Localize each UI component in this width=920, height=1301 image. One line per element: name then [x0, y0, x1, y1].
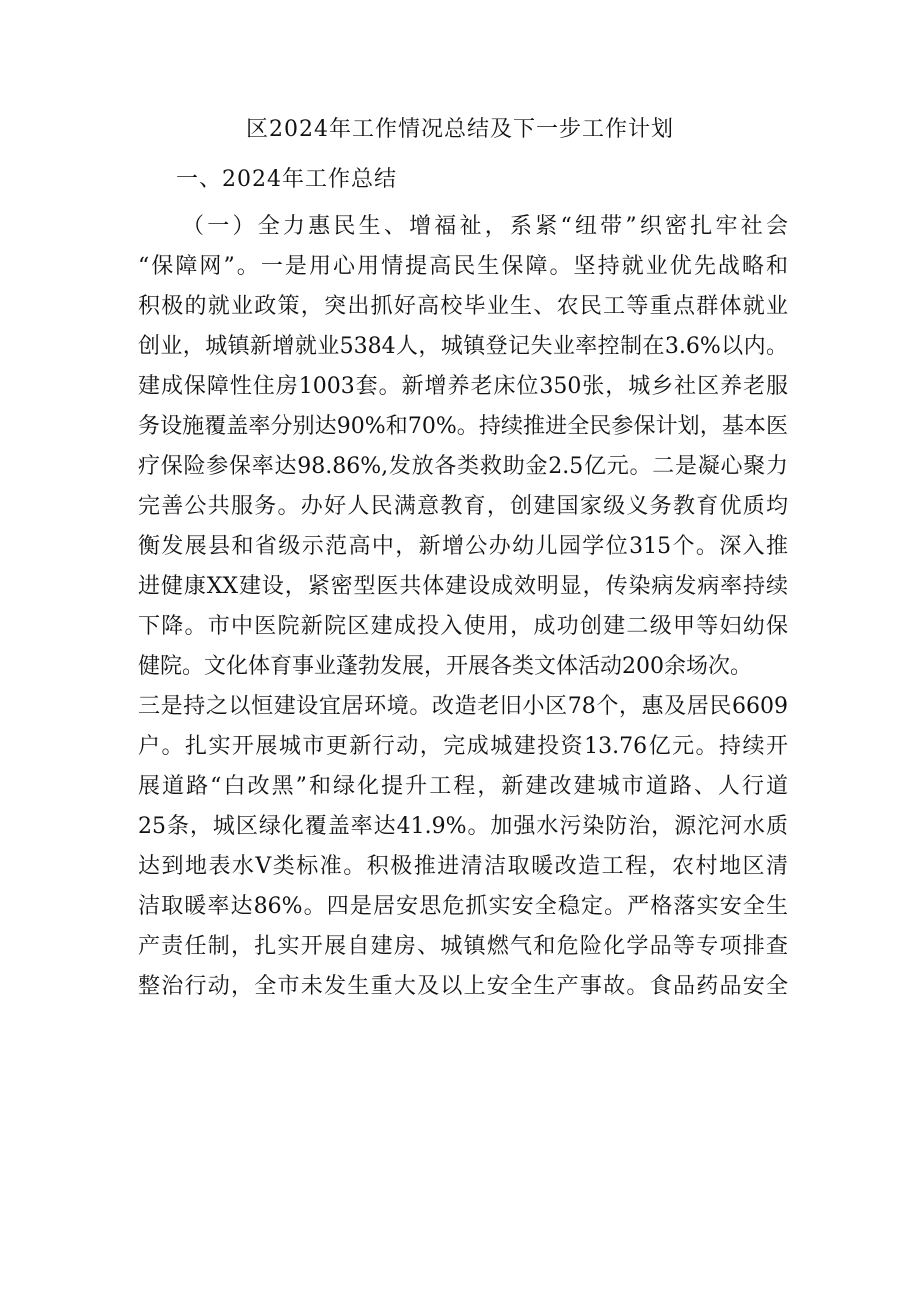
body-paragraph [138, 207, 788, 1007]
paragraph-line: “保障网”。一是用心用情提高民生保障。坚持就业优先战略和 [138, 254, 788, 279]
paragraph-line: 务设施覆盖率分别达90%和70%。持续推进全民参保计划，基本医 [138, 414, 788, 439]
paragraph-line: （一）全力惠民生、增福祉，系紧“纽带”织密扎牢社会 [182, 214, 788, 239]
paragraph-line: 积极的就业政策，突出抓好高校毕业生、农民工等重点群体就业 [138, 294, 788, 319]
paragraph-line: 整治行动，全市未发生重大及以上安全生产事故。食品药品安全 [138, 974, 788, 999]
paragraph-line: 疗保险参保率达98.86%,发放各类救助金2.5亿元。二是凝心聚力 [138, 454, 788, 479]
paragraph-line: 健院。文化体育事业蓬勃发展，开展各类文体活动200余场次。 [138, 654, 752, 679]
paragraph-line: 洁取暖率达86%。四是居安思危抓实安全稳定。严格落实安全生 [138, 894, 788, 919]
paragraph-line: 户。扎实开展城市更新行动，完成城建投资13.76亿元。持续开 [138, 734, 788, 759]
paragraph-line: 产责任制，扎实开展自建房、城镇燃气和危险化学品等专项排查 [138, 934, 788, 959]
paragraph-line: 达到地表水V类标准。积极推进清洁取暖改造工程，农村地区清 [138, 854, 788, 879]
paragraph-line: 展道路“白改黑”和绿化提升工程，新建改建城市道路、人行道 [138, 774, 788, 799]
paragraph-line: 进健康XX建设，紧密型医共体建设成效明显，传染病发病率持续 [138, 574, 788, 599]
paragraph-line: 创业，城镇新增就业5384人，城镇登记失业率控制在3.6%以内。 [138, 334, 788, 359]
paragraph-line: 25条，城区绿化覆盖率达41.9%。加强水污染防治，源沱河水质 [138, 814, 788, 839]
paragraph-line: 三是持之以恒建设宜居环境。改造老旧小区78个，惠及居民6609 [138, 694, 788, 719]
paragraph-line: 建成保障性住房1003套。新增养老床位350张，城乡社区养老服 [138, 374, 788, 399]
section-heading: 一、2024年工作总结 [176, 167, 397, 192]
paragraph-line: 完善公共服务。办好人民满意教育，创建国家级义务教育优质均 [138, 494, 788, 519]
paragraph-line: 衡发展县和省级示范高中，新增公办幼儿园学位315个。深入推 [138, 534, 788, 559]
document-title: 区2024年工作情况总结及下一步工作计划 [246, 117, 674, 142]
paragraph-line: 下降。市中医院新院区建成投入使用，成功创建二级甲等妇幼保 [138, 614, 788, 639]
